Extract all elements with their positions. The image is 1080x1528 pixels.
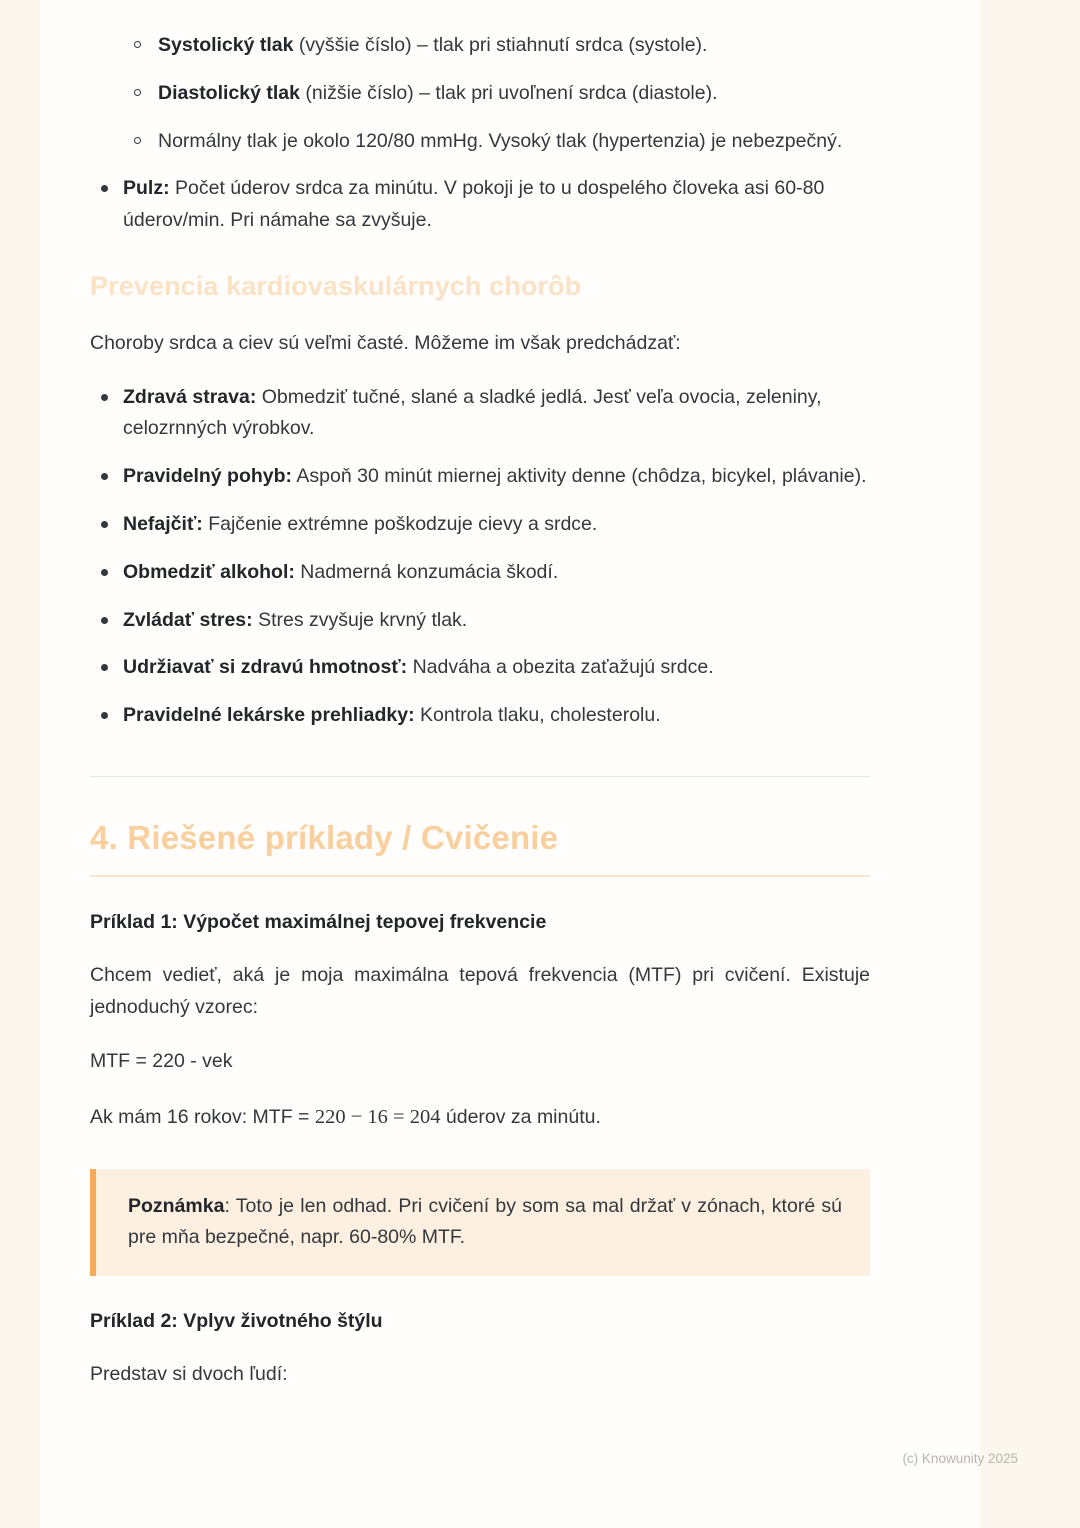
list-item-text: Fajčenie extrémne poškodzuje cievy a srdce. xyxy=(202,513,598,536)
note-label: Poznámka xyxy=(128,1194,225,1217)
page-left-margin-strip xyxy=(0,0,40,1528)
list-item-term: Pravidelný pohyb: xyxy=(123,465,293,488)
list-item-term: Pravidelné lekárske prehliadky: xyxy=(123,704,415,727)
calculation-math: 220 − 16 = 204 xyxy=(314,1106,441,1129)
list-item-text: Nadváha a obezita zaťažujú srdce. xyxy=(407,656,714,679)
list-item-text: Nadmerná konzumácia škodí. xyxy=(294,560,559,583)
example-1-intro: Chcem vedieť, aká je moja maximálna tepová frekvencia (MTF) pri cvičení. Existuje jednoduchý vzorec: xyxy=(90,963,870,1018)
list-item-term: Zdravá strava: xyxy=(123,385,257,408)
list-item-text: Stres zvyšuje krvný tlak. xyxy=(252,608,468,631)
exercises-heading: 4. Riešené príklady / Cvičenie xyxy=(90,818,559,856)
list-item xyxy=(90,126,870,158)
example-2-intro: Predstav si dvoch ľudí: xyxy=(90,1363,288,1386)
example-2-title: Príklad 2: Vplyv životného štýlu xyxy=(90,1310,383,1333)
list-item xyxy=(90,509,870,541)
list-item xyxy=(90,173,870,237)
document-content xyxy=(90,30,870,1413)
note-text: : Toto je len odhad. Pri cvičení by som sa mal držať v zónach, ktoré sú pre mňa bezpečné, napr. 60-80% MTF. xyxy=(128,1194,842,1249)
prevention-heading: Prevencia kardiovaskulárnych chorôb xyxy=(90,270,582,301)
prevention-intro: Choroby srdca a ciev sú veľmi časté. Môžeme im však predchádzať: xyxy=(90,331,681,354)
list-item-term: Systolický tlak xyxy=(158,34,294,56)
example-1-title: Príklad 1: Výpočet maximálnej tepovej frekvencie xyxy=(90,910,547,933)
list-item-text: Kontrola tlaku, cholesterolu. xyxy=(414,704,661,727)
list-item xyxy=(90,700,870,732)
list-item-term: Zvládať stres: xyxy=(123,608,253,631)
list-item-term: Nefajčiť: xyxy=(123,513,203,536)
page-right-margin-strip xyxy=(980,0,1080,1528)
list-item-text: Počet úderov srdca za minútu. V pokoji je to u dospelého človeka asi 60-80 úderov/min. Pri námahe sa zvyšuje. xyxy=(123,177,825,232)
section-divider xyxy=(90,776,870,777)
list-item-term: Udržiavať si zdravú hmotnosť: xyxy=(123,656,408,679)
example-1-calculation xyxy=(90,1101,870,1134)
list-item xyxy=(90,30,870,62)
pulse-list xyxy=(90,173,870,237)
list-item-term: Diastolický tlak xyxy=(158,81,300,104)
list-item-term: Pulz: xyxy=(123,177,170,200)
calculation-prefix: Ak mám 16 rokov: MTF = xyxy=(90,1106,315,1129)
list-item-text: (nižšie číslo) – tlak pri uvoľnení srdca (diastole). xyxy=(299,81,718,104)
list-item-text: Obmedziť tučné, slané a sladké jedlá. Jesť veľa ovocia, zeleniny, celozrnných výrobkov. xyxy=(123,385,822,440)
blood-pressure-sub-list xyxy=(90,30,870,157)
list-item-text: Aspoň 30 minút miernej aktivity denne (chôdza, bicykel, plávanie). xyxy=(292,465,867,488)
note-callout xyxy=(90,1169,870,1277)
list-item xyxy=(90,605,870,637)
list-item xyxy=(90,652,870,684)
calculation-suffix: úderov za minútu. xyxy=(440,1106,601,1129)
list-item xyxy=(90,461,870,493)
list-item-text: Normálny tlak je okolo 120/80 mmHg. Vysoký tlak (hypertenzia) je nebezpečný. xyxy=(158,129,843,152)
list-item-text: (vyššie číslo) – tlak pri stiahnutí srdca (systole). xyxy=(293,34,708,56)
list-item xyxy=(90,78,870,110)
list-item xyxy=(90,557,870,589)
exercises-heading-underline xyxy=(90,875,870,877)
prevention-list xyxy=(90,382,870,732)
page-sheet xyxy=(40,0,980,1528)
list-item xyxy=(90,382,870,446)
example-1-formula: MTF = 220 - vek xyxy=(90,1049,233,1072)
list-item-term: Obmedziť alkohol: xyxy=(123,560,295,583)
copyright-notice: (c) Knowunity 2025 xyxy=(902,1451,1018,1466)
